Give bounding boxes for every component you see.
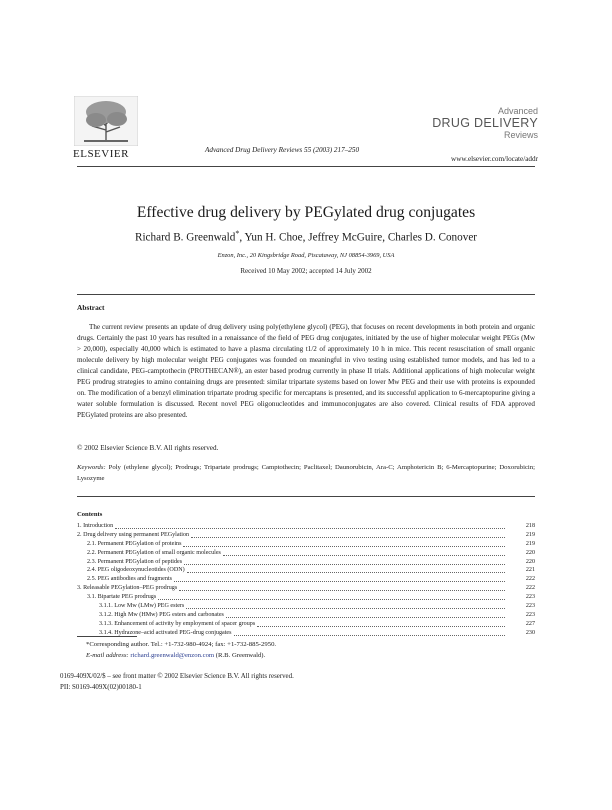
toc-page-number: 223 xyxy=(525,594,535,601)
toc-leader-dots xyxy=(186,602,505,609)
article-title: Effective drug delivery by PEGylated drug conjugates xyxy=(136,204,476,221)
abstract-bottom-divider xyxy=(77,496,535,497)
toc-leader-dots xyxy=(183,540,505,547)
toc-entry-label: 3.1. Bipartate PEG prodrugs xyxy=(87,594,157,601)
toc-page-number: 222 xyxy=(525,576,535,583)
contents-heading: Contents xyxy=(77,511,103,518)
toc-entry-label: 2. Drug delivery using permanent PEGylation xyxy=(77,531,190,538)
toc-entry[interactable] xyxy=(77,620,535,629)
toc-leader-dots xyxy=(257,620,505,627)
abstract-text xyxy=(77,322,535,421)
toc-entry[interactable] xyxy=(77,602,535,611)
journal-brand-logo xyxy=(430,107,538,140)
toc-leader-dots xyxy=(226,611,505,618)
toc-entry-label: 3.1.2. High Mw (HMw) PEG esters and carbonates xyxy=(99,611,224,618)
abstract-paragraph: The current review presents an update of drug delivery using poly(ethylene glycol) (PEG), that focuses on recent developments in both protein and organic drugs. Certainly the past 10 years has resulted in a renaissance of the field of PEG drug conjugates, initiated by the use of higher molecular weight PEGs (Mw > 20,000), especially 40,000 which is estimated to have a plasma circulating t1/2 of approximately 10 h in mice. This recent resuscitation of small organic molecule delivery by high molecular weight PEG conjugates was founded on meaningful in vivo testing using established tumor models, and has led to a clinical candidate, PEG-camptothecin (PROTHECAN®), an ester based prodrug currently in phase II trials. Additional applications of high molecular weight PEG prodrug strategies to amino containing drugs are presented: similar tripartate systems based on lower Mw PEG and their use with proteins is expounded on. The modification of a benzyl elimination tripartate prodrug specific for mercaptans is presented, and its successful application to 6-mercaptopurine giving a water soluble formulation is discussed. Recent novel PEG oligonucleotides and immunoconjugates are also covered. Clinical results of FDA approved PEGylated proteins are also presented. xyxy=(77,323,535,420)
toc-entry[interactable] xyxy=(77,540,535,549)
toc-page-number: 227 xyxy=(525,620,535,627)
author-affiliation: Enzon, Inc., 20 Kingsbridge Road, Piscataway, NJ 08854-3969, USA xyxy=(217,252,395,259)
brand-line-1: Advanced xyxy=(497,106,538,116)
toc-entry-label: 2.4. PEG oligodeoxynucleotides (ODN) xyxy=(87,567,185,574)
email-suffix: (R.B. Greenwald). xyxy=(214,652,266,659)
toc-page-number: 219 xyxy=(525,531,535,538)
toc-leader-dots xyxy=(191,531,505,538)
toc-entry[interactable] xyxy=(77,584,535,593)
abstract-heading: Abstract xyxy=(77,303,105,312)
toc-entry[interactable] xyxy=(77,593,535,602)
toc-entry[interactable] xyxy=(77,522,535,531)
author-rest: , Yun H. Choe, Jeffrey McGuire, Charles D. Conover xyxy=(239,231,478,244)
toc-leader-dots xyxy=(234,629,506,636)
toc-entry[interactable] xyxy=(77,549,535,558)
abstract-top-divider xyxy=(77,294,535,295)
journal-website-link[interactable]: www.elsevier.com/locate/addr xyxy=(451,155,538,163)
email-link[interactable]: richard.greenwald@enzon.com xyxy=(130,652,215,659)
toc-entry-label: 2.5. PEG antibodies and fragments xyxy=(87,576,172,583)
toc-entry-label: 2.2. Permanent PEGylation of small organic molecules xyxy=(87,549,221,556)
toc-entry-label: 3.1.1. Low Mw (LMw) PEG esters xyxy=(99,603,185,610)
toc-page-number: 219 xyxy=(525,540,535,547)
toc-entry[interactable] xyxy=(77,575,535,584)
toc-entry-label: 3. Releasable PEGylation–PEG prodrugs xyxy=(77,585,178,592)
header-divider xyxy=(77,166,535,167)
abstract-copyright: © 2002 Elsevier Science B.V. All rights reserved. xyxy=(77,444,219,452)
corresponding-author-footnote: *Corresponding author. Tel.: +1-732-980-4924; fax: +1-732-885-2950. xyxy=(86,641,277,648)
toc-leader-dots xyxy=(187,566,505,573)
toc-leader-dots xyxy=(223,549,505,556)
toc-leader-dots xyxy=(115,522,505,529)
toc-entry[interactable] xyxy=(77,566,535,575)
toc-page-number: 220 xyxy=(525,558,535,565)
pii-line: PII: S0169-409X(02)00180-1 xyxy=(60,684,142,691)
author-list xyxy=(60,229,552,244)
brand-line-2: DRUG DELIVERY xyxy=(432,116,538,130)
toc-page-number: 230 xyxy=(525,629,535,636)
elsevier-tree-logo xyxy=(74,96,138,146)
keywords xyxy=(77,463,535,484)
email-label: E-mail address: xyxy=(86,652,129,659)
corresponding-mark[interactable]: * xyxy=(235,229,240,238)
toc-entry[interactable] xyxy=(77,558,535,567)
toc-leader-dots xyxy=(158,593,505,600)
toc-page-number: 222 xyxy=(525,585,535,592)
keywords-label: Keywords: xyxy=(77,464,106,471)
toc-page-number: 218 xyxy=(525,523,535,529)
toc-leader-dots xyxy=(174,575,505,582)
toc-entry-label: 2.3. Permanent PEGylation of peptides xyxy=(87,558,183,565)
toc-leader-dots xyxy=(184,558,505,565)
table-of-contents xyxy=(77,522,535,638)
toc-page-number: 220 xyxy=(525,549,535,556)
received-dates: Received 10 May 2002; accepted 14 July 2002 xyxy=(240,267,372,275)
publisher-name: ELSEVIER xyxy=(73,148,129,160)
toc-page-number: 223 xyxy=(525,611,535,618)
keywords-list: Poly (ethylene glycol); Prodrugs; Tripartate prodrugs; Camptothecin; Paclitaxel; Daunorubicin, Ara-C; Amphotericin B; 6-Mercaptopurine; Doxorubicin; Lysozyme xyxy=(77,464,535,482)
toc-page-number: 221 xyxy=(525,567,535,574)
toc-entry-label: 3.1.3. Enhancement of activity by employment of spacer groups xyxy=(99,620,256,627)
toc-entry-label: 3.1.4. Hydrazone–acid activated PEG-drug conjugates xyxy=(99,629,232,636)
author-first: Richard B. Greenwald xyxy=(134,231,236,244)
toc-entry[interactable] xyxy=(77,629,535,638)
toc-page-number: 223 xyxy=(525,603,535,610)
email-footnote xyxy=(86,652,265,659)
brand-line-3: Reviews xyxy=(503,129,538,140)
journal-citation: Advanced Drug Delivery Reviews 55 (2003) 217–250 xyxy=(205,146,360,154)
toc-leader-dots xyxy=(179,584,505,591)
toc-entry-label: 2.1. Permanent PEGylation of proteins xyxy=(87,540,182,547)
issn-line: 0169-409X/02/$ – see front matter © 2002 Elsevier Science B.V. All rights reserved. xyxy=(60,673,294,680)
footnote-divider xyxy=(77,636,137,637)
toc-entry[interactable] xyxy=(77,531,535,540)
toc-entry-label: 1. Introduction xyxy=(77,523,114,529)
toc-entry[interactable] xyxy=(77,611,535,620)
